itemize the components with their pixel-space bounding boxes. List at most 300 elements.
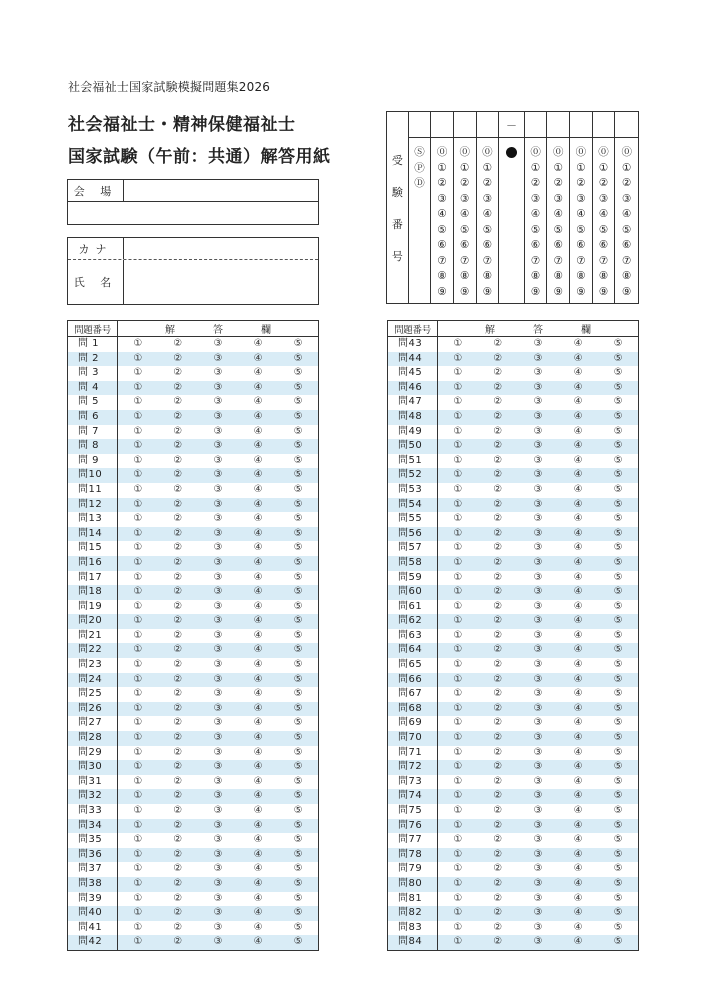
answer-bubble[interactable]: ③ [518,439,558,454]
answer-bubble[interactable]: ① [438,556,478,571]
answer-bubble[interactable]: ③ [533,659,543,671]
answer-bubble[interactable]: ① [133,805,143,816]
answer-bubble[interactable]: ⑤ [598,702,638,717]
exam-mark-bubble[interactable]: ③ [553,192,563,205]
answer-bubble[interactable]: ⑤ [278,731,318,746]
answer-bubble[interactable]: ① [438,702,478,717]
answer-bubble[interactable]: ③ [198,673,238,688]
answer-bubble[interactable]: ⑤ [293,921,303,933]
exam-mark-bubble[interactable]: ⑤ [460,223,470,236]
answer-bubble[interactable]: ① [453,805,463,816]
answer-bubble[interactable]: ⑤ [613,483,623,495]
exam-mark-bubble[interactable]: ⑤ [576,223,586,236]
answer-bubble[interactable]: ③ [533,483,543,495]
answer-bubble[interactable]: ② [493,921,503,933]
answer-bubble[interactable]: ① [438,498,478,513]
answer-bubble[interactable]: ④ [573,746,583,758]
exam-mark-bubble[interactable]: ⑤ [482,223,493,236]
answer-bubble[interactable]: ④ [558,585,598,600]
answer-bubble[interactable]: ② [493,571,503,583]
answer-bubble[interactable]: ④ [573,338,583,349]
exam-mark-bubble[interactable]: ③ [576,192,586,205]
answer-bubble[interactable]: ① [118,731,158,746]
answer-bubble[interactable]: ① [453,659,463,671]
answer-bubble[interactable]: ② [173,805,183,816]
answer-bubble[interactable]: ④ [573,396,583,408]
answer-bubble[interactable]: ③ [533,775,543,787]
exam-mark-bubble[interactable]: ⑧ [437,270,447,282]
answer-bubble[interactable]: ⑤ [293,600,303,612]
answer-bubble[interactable]: ⑤ [278,848,318,863]
answer-bubble[interactable]: ⑤ [278,381,318,396]
answer-bubble[interactable]: ⑤ [278,585,318,600]
exam-mark-bubble[interactable]: ① [460,161,470,174]
answer-bubble[interactable]: ④ [238,556,278,571]
answer-bubble[interactable]: ③ [518,906,558,921]
answer-bubble[interactable]: ③ [198,935,238,950]
answer-bubble[interactable]: ② [173,775,183,787]
answer-bubble[interactable]: ② [478,760,518,775]
answer-bubble[interactable]: ⑤ [278,352,318,367]
answer-bubble[interactable]: ① [118,381,158,396]
answer-bubble[interactable]: ③ [213,542,223,554]
answer-bubble[interactable]: ④ [573,921,583,933]
answer-bubble[interactable]: ① [133,483,143,495]
answer-bubble[interactable]: ③ [198,498,238,513]
answer-bubble[interactable]: ② [158,906,198,921]
answer-bubble[interactable]: ④ [253,834,263,846]
answer-bubble[interactable]: ② [158,877,198,892]
answer-bubble[interactable]: ⑤ [278,673,318,688]
answer-bubble[interactable]: ② [158,352,198,367]
answer-bubble[interactable]: ① [438,439,478,454]
answer-bubble[interactable]: ① [133,834,143,846]
answer-bubble[interactable]: ② [173,483,183,495]
answer-bubble[interactable]: ④ [238,877,278,892]
exam-mark-bubble[interactable]: ② [576,177,586,189]
answer-bubble[interactable]: ② [158,498,198,513]
answer-bubble[interactable]: ⑤ [293,746,303,758]
answer-bubble[interactable]: ② [478,731,518,746]
answer-bubble[interactable]: ② [478,789,518,804]
answer-bubble[interactable]: ① [118,848,158,863]
answer-bubble[interactable]: ④ [573,775,583,787]
exam-mark-bubble[interactable]: ⑤ [598,223,609,236]
answer-bubble[interactable]: ② [478,439,518,454]
answer-bubble[interactable]: ④ [238,498,278,513]
answer-bubble[interactable]: ③ [518,643,558,658]
answer-bubble[interactable]: ④ [253,483,263,495]
answer-bubble[interactable]: ② [478,527,518,542]
exam-mark-bubble[interactable]: ⑨ [576,285,586,298]
exam-mark-bubble[interactable]: ⑦ [621,254,632,267]
answer-bubble[interactable]: ② [493,775,503,787]
answer-bubble[interactable]: ② [173,834,183,846]
answer-bubble[interactable]: ④ [573,629,583,641]
answer-bubble[interactable]: ⑤ [278,498,318,513]
answer-bubble[interactable]: ③ [533,571,543,583]
answer-bubble[interactable]: ④ [573,863,583,875]
answer-bubble[interactable]: ④ [253,688,263,700]
answer-bubble[interactable]: ③ [518,731,558,746]
answer-bubble[interactable]: ⑤ [293,338,303,349]
answer-bubble[interactable]: ④ [238,760,278,775]
answer-bubble[interactable]: ② [158,527,198,542]
exam-mark-bubble[interactable]: ⑤ [530,223,541,236]
answer-bubble[interactable]: ① [133,921,143,933]
exam-mark-bubble[interactable]: ② [530,177,541,189]
answer-bubble[interactable]: ③ [213,367,223,379]
answer-bubble[interactable]: ① [133,367,143,379]
answer-bubble[interactable]: ② [478,614,518,629]
answer-bubble[interactable]: ⑤ [613,367,623,379]
answer-bubble[interactable]: ⑤ [613,513,623,525]
answer-bubble[interactable]: ④ [238,410,278,425]
answer-bubble[interactable]: ③ [198,556,238,571]
answer-bubble[interactable]: ① [133,513,143,525]
answer-bubble[interactable]: ⑤ [613,921,623,933]
answer-bubble[interactable]: ③ [198,819,238,834]
answer-bubble[interactable]: ① [133,688,143,700]
answer-bubble[interactable]: ⑤ [613,629,623,641]
answer-bubble[interactable]: ③ [198,585,238,600]
answer-bubble[interactable]: ③ [198,760,238,775]
answer-bubble[interactable]: ⑤ [598,439,638,454]
answer-bubble[interactable]: ④ [238,643,278,658]
exam-mark-bubble[interactable]: ⑦ [576,254,586,267]
answer-bubble[interactable]: ⑤ [278,702,318,717]
exam-mark-bubble[interactable]: ⑧ [530,270,541,282]
answer-bubble[interactable]: ④ [253,805,263,816]
answer-bubble[interactable]: ⑤ [293,425,303,437]
answer-bubble[interactable]: ③ [518,556,558,571]
exam-mark-bubble[interactable]: ② [598,177,609,189]
answer-bubble[interactable]: ② [478,673,518,688]
answer-bubble[interactable]: ④ [238,673,278,688]
answer-bubble[interactable]: ⑤ [613,863,623,875]
answer-bubble[interactable]: ④ [573,717,583,729]
exam-mark-bubble[interactable]: ④ [576,208,586,220]
answer-bubble[interactable]: ⑤ [613,571,623,583]
exam-mark-bubble[interactable]: Ⓢ [414,146,425,158]
exam-mark-bubble[interactable]: ⑨ [482,285,493,298]
answer-bubble[interactable]: ③ [533,746,543,758]
answer-bubble[interactable]: ② [158,585,198,600]
answer-bubble[interactable]: ① [133,454,143,466]
answer-bubble[interactable]: ⑤ [293,805,303,816]
answer-bubble[interactable]: ③ [518,819,558,834]
answer-bubble[interactable]: ④ [253,892,263,904]
answer-bubble[interactable]: ③ [198,614,238,629]
answer-bubble[interactable]: ① [453,483,463,495]
answer-bubble[interactable]: ⑤ [598,410,638,425]
answer-bubble[interactable]: ③ [533,717,543,729]
answer-bubble[interactable]: ② [173,513,183,525]
answer-bubble[interactable]: ② [493,629,503,641]
exam-mark-bubble[interactable]: ⑤ [553,223,563,236]
exam-mark-bubble[interactable]: ① [482,161,493,174]
answer-bubble[interactable]: ③ [518,789,558,804]
answer-bubble[interactable]: ② [158,410,198,425]
answer-bubble[interactable]: ① [453,454,463,466]
exam-mark-bubble[interactable]: ⑧ [598,270,609,282]
answer-bubble[interactable]: ④ [253,659,263,671]
answer-bubble[interactable]: ③ [198,439,238,454]
answer-bubble[interactable]: ⑤ [278,614,318,629]
answer-bubble[interactable]: ④ [253,717,263,729]
exam-mark-bubble[interactable]: ① [553,161,563,174]
answer-bubble[interactable]: ② [493,396,503,408]
answer-bubble[interactable]: ⑤ [613,338,623,349]
answer-bubble[interactable]: ④ [558,819,598,834]
answer-bubble[interactable]: ② [173,542,183,554]
answer-bubble[interactable]: ③ [198,381,238,396]
answer-bubble[interactable]: ③ [518,585,558,600]
answer-bubble[interactable]: ① [118,439,158,454]
answer-bubble[interactable]: ③ [533,688,543,700]
answer-bubble[interactable]: ① [453,892,463,904]
exam-mark-bubble[interactable]: ④ [530,208,541,220]
answer-bubble[interactable]: ① [133,629,143,641]
answer-bubble[interactable]: ⑤ [278,789,318,804]
exam-mark-bubble[interactable]: ④ [621,208,632,220]
answer-bubble[interactable]: ⑤ [598,381,638,396]
answer-bubble[interactable]: ① [453,600,463,612]
answer-bubble[interactable]: ⑤ [598,731,638,746]
answer-bubble[interactable]: ② [158,643,198,658]
answer-bubble[interactable]: ④ [238,848,278,863]
answer-bubble[interactable]: ④ [573,805,583,816]
answer-bubble[interactable]: ② [478,906,518,921]
answer-bubble[interactable]: ② [478,468,518,483]
answer-bubble[interactable]: ② [173,425,183,437]
exam-mark-bubble[interactable]: ⑥ [437,239,447,251]
exam-mark-bubble[interactable]: ⑨ [437,285,447,298]
answer-bubble[interactable]: ② [493,746,503,758]
answer-bubble[interactable]: ② [493,425,503,437]
exam-mark-bubble[interactable]: Ⓓ [414,177,425,189]
answer-bubble[interactable]: ③ [213,513,223,525]
answer-bubble[interactable]: ④ [253,367,263,379]
answer-bubble[interactable]: ③ [518,468,558,483]
answer-bubble[interactable]: ② [173,659,183,671]
answer-bubble[interactable]: ② [493,600,503,612]
exam-mark-bubble[interactable]: ① [598,161,609,174]
exam-mark-bubble[interactable]: ⑦ [482,254,493,267]
answer-bubble[interactable]: ③ [198,643,238,658]
answer-bubble[interactable]: ④ [558,702,598,717]
answer-bubble[interactable]: ⑤ [598,877,638,892]
answer-bubble[interactable]: ③ [213,688,223,700]
answer-bubble[interactable]: ② [493,805,503,816]
answer-bubble[interactable]: ④ [558,352,598,367]
answer-bubble[interactable]: ③ [518,877,558,892]
answer-bubble[interactable]: ③ [533,629,543,641]
exam-mark-bubble[interactable]: ① [530,161,541,174]
answer-bubble[interactable]: ① [438,352,478,367]
venue-field[interactable] [124,180,318,201]
exam-mark-bubble[interactable]: ⓪ [482,146,493,158]
answer-bubble[interactable]: ⑤ [293,513,303,525]
answer-bubble[interactable]: ⑤ [278,527,318,542]
answer-bubble[interactable]: ① [453,746,463,758]
answer-bubble[interactable]: ② [158,935,198,950]
answer-bubble[interactable]: ① [133,775,143,787]
answer-bubble[interactable]: ③ [518,410,558,425]
exam-mark-bubble[interactable]: Ⓟ [414,161,425,174]
answer-bubble[interactable]: ④ [253,921,263,933]
answer-bubble[interactable]: ① [118,614,158,629]
answer-bubble[interactable]: ② [478,848,518,863]
answer-bubble[interactable]: ④ [253,454,263,466]
answer-bubble[interactable]: ① [133,338,143,349]
answer-bubble[interactable]: ② [173,571,183,583]
answer-bubble[interactable]: ③ [213,659,223,671]
answer-bubble[interactable]: ③ [213,454,223,466]
answer-bubble[interactable]: ① [438,614,478,629]
exam-mark-bubble[interactable]: ⓪ [459,146,470,158]
answer-bubble[interactable]: ④ [573,571,583,583]
answer-bubble[interactable]: ⑤ [293,688,303,700]
answer-bubble[interactable]: ④ [573,542,583,554]
answer-bubble[interactable]: ③ [533,396,543,408]
answer-bubble[interactable]: ② [478,935,518,950]
answer-bubble[interactable]: ④ [238,935,278,950]
answer-bubble[interactable]: ④ [558,731,598,746]
exam-mark-bubble[interactable]: ① [576,161,586,174]
answer-bubble[interactable]: ① [118,935,158,950]
answer-bubble[interactable]: ④ [573,659,583,671]
answer-bubble[interactable]: ② [158,848,198,863]
answer-bubble[interactable]: ① [453,629,463,641]
answer-bubble[interactable]: ④ [558,789,598,804]
answer-bubble[interactable]: ① [438,906,478,921]
answer-bubble[interactable]: ① [438,381,478,396]
answer-bubble[interactable]: ① [133,396,143,408]
answer-bubble[interactable]: ③ [533,834,543,846]
exam-mark-bubble[interactable]: ⑧ [460,270,470,282]
answer-bubble[interactable]: ① [438,585,478,600]
answer-bubble[interactable]: ① [453,863,463,875]
answer-bubble[interactable]: ⑤ [598,760,638,775]
answer-bubble[interactable]: ⑤ [598,848,638,863]
answer-bubble[interactable]: ② [478,585,518,600]
answer-bubble[interactable]: ① [453,688,463,700]
answer-bubble[interactable]: ⑤ [598,527,638,542]
answer-bubble[interactable]: ④ [253,746,263,758]
answer-bubble[interactable]: ① [438,527,478,542]
exam-mark-bubble[interactable]: ② [482,177,493,189]
answer-bubble[interactable]: ③ [213,746,223,758]
answer-bubble[interactable]: ⑤ [293,892,303,904]
answer-bubble[interactable]: ① [453,921,463,933]
answer-bubble[interactable]: ④ [238,468,278,483]
exam-mark-bubble[interactable]: ⑥ [530,239,541,251]
answer-bubble[interactable]: ① [118,410,158,425]
answer-bubble[interactable]: ① [453,571,463,583]
answer-bubble[interactable]: ⑤ [598,673,638,688]
answer-bubble[interactable]: ④ [558,673,598,688]
answer-bubble[interactable]: ④ [238,614,278,629]
answer-bubble[interactable]: ④ [238,439,278,454]
answer-bubble[interactable]: ③ [533,338,543,349]
answer-bubble[interactable]: ② [478,381,518,396]
answer-bubble[interactable]: ④ [558,935,598,950]
exam-mark-bubble[interactable]: ③ [598,192,609,205]
answer-bubble[interactable]: ⑤ [613,775,623,787]
answer-bubble[interactable]: ④ [253,542,263,554]
answer-bubble[interactable]: ② [493,542,503,554]
answer-bubble[interactable]: ① [453,775,463,787]
answer-bubble[interactable]: ⑤ [278,468,318,483]
answer-bubble[interactable]: ④ [558,760,598,775]
answer-bubble[interactable]: ③ [198,468,238,483]
exam-mark-bubble[interactable]: ④ [598,208,609,220]
exam-mark-bubble[interactable]: ② [460,177,470,189]
answer-bubble[interactable]: ③ [518,614,558,629]
exam-mark-bubble[interactable]: ⑧ [553,270,563,282]
answer-bubble[interactable]: ② [158,381,198,396]
answer-bubble[interactable]: ② [158,468,198,483]
answer-bubble[interactable]: ② [158,614,198,629]
answer-bubble[interactable]: ③ [533,454,543,466]
answer-bubble[interactable]: ④ [558,848,598,863]
answer-bubble[interactable]: ⑤ [278,819,318,834]
answer-bubble[interactable]: ③ [518,848,558,863]
answer-bubble[interactable]: ④ [238,906,278,921]
answer-bubble[interactable]: ④ [558,527,598,542]
answer-bubble[interactable]: ③ [533,805,543,816]
answer-bubble[interactable]: ② [493,483,503,495]
answer-bubble[interactable]: ① [133,863,143,875]
answer-bubble[interactable]: ⑤ [598,585,638,600]
answer-bubble[interactable]: ④ [253,600,263,612]
answer-bubble[interactable]: ③ [198,789,238,804]
answer-bubble[interactable]: ③ [198,731,238,746]
answer-bubble[interactable]: ① [118,556,158,571]
answer-bubble[interactable]: ① [118,906,158,921]
answer-bubble[interactable]: ② [478,498,518,513]
answer-bubble[interactable]: ② [173,367,183,379]
answer-bubble[interactable]: ⑤ [293,396,303,408]
answer-bubble[interactable]: ④ [573,367,583,379]
answer-bubble[interactable]: ② [173,629,183,641]
exam-mark-bubble[interactable]: ⑥ [576,239,586,251]
kana-field[interactable] [124,238,318,259]
answer-bubble[interactable]: ④ [238,381,278,396]
exam-mark-filled[interactable] [506,145,517,161]
answer-bubble[interactable]: ⑤ [613,688,623,700]
exam-mark-bubble[interactable]: ⑦ [437,254,447,267]
answer-bubble[interactable]: ⑤ [598,789,638,804]
answer-bubble[interactable]: ① [118,468,158,483]
answer-bubble[interactable]: ② [493,688,503,700]
answer-bubble[interactable]: ③ [518,498,558,513]
exam-mark-bubble[interactable]: ② [437,177,447,189]
answer-bubble[interactable]: ⑤ [278,935,318,950]
answer-bubble[interactable]: ⑤ [613,425,623,437]
answer-bubble[interactable]: ⑤ [598,352,638,367]
answer-bubble[interactable]: ③ [213,483,223,495]
answer-bubble[interactable]: ④ [558,614,598,629]
answer-bubble[interactable]: ④ [558,498,598,513]
answer-bubble[interactable]: ② [173,600,183,612]
answer-bubble[interactable]: ③ [213,571,223,583]
answer-bubble[interactable]: ① [118,585,158,600]
exam-mark-bubble[interactable]: ⑧ [576,270,586,282]
venue-field-extra[interactable] [68,202,318,224]
answer-bubble[interactable]: ④ [558,643,598,658]
